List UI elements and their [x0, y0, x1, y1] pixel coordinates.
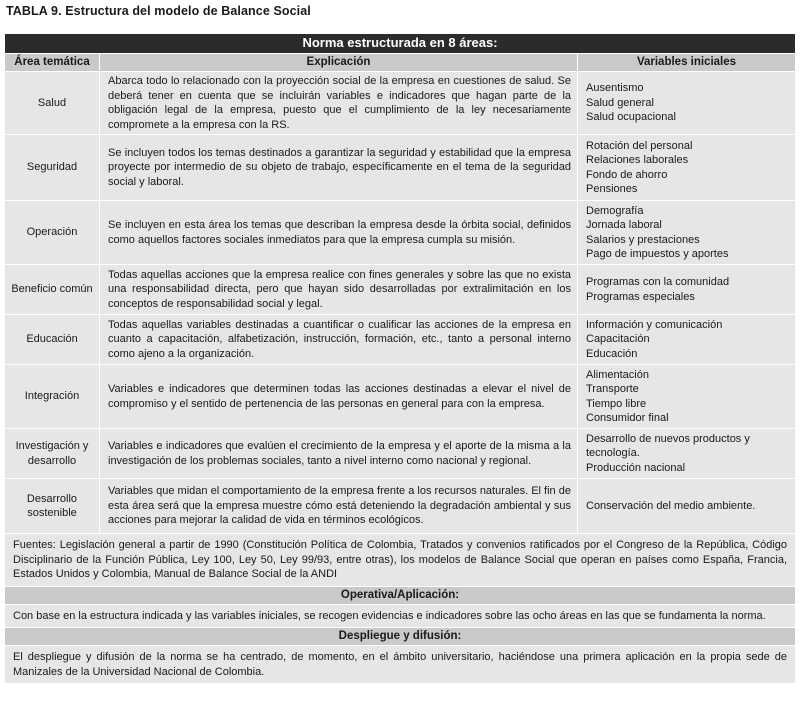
variable-item: Ausentismo [586, 82, 644, 95]
despliegue-title: Despliegue y difusión: [5, 628, 796, 646]
area-cell: Desarrollo sostenible [5, 479, 100, 534]
column-header-variables: Variables iniciales [578, 54, 796, 72]
area-cell: Seguridad [5, 135, 100, 201]
variable-item: Conservación del medio ambiente. [586, 499, 756, 512]
variable-item: Capacitación [586, 333, 650, 346]
area-cell: Integración [5, 365, 100, 429]
table-caption: TABLA 9. Estructura del modelo de Balance Social [6, 4, 311, 18]
explicacion-cell: Variables que midan el comportamiento de la empresa frente a los recursos naturales. El fin de esta área será que la empresa muestre cómo está deteniendo la degradación ambiental y sus acciones para mejorar la calidad de vida en términos ecológicos. [100, 479, 578, 534]
table-row [5, 265, 796, 315]
area-cell: Investigación y desarrollo [5, 429, 100, 479]
variable-item: Programas especiales [586, 290, 695, 303]
variables-cell [578, 265, 796, 315]
variable-item: Fondo de ahorro [586, 168, 668, 181]
explicacion-cell: Se incluyen en esta área los temas que describan la empresa desde la órbita social, definidos como aquellos factores sociales inmediatos para que la empresa cumpla su misión. [100, 201, 578, 265]
operativa-text: Con base en la estructura indicada y las variables iniciales, se recogen evidencias e indicadores sobre las ocho áreas en las que se fundamenta la norma. [5, 604, 796, 628]
variable-item: Alimentación [586, 368, 649, 381]
area-cell: Educación [5, 315, 100, 365]
table-row [5, 72, 796, 135]
variable-item: Demografía [586, 204, 644, 217]
despliegue-text: El despliegue y difusión de la norma se ha centrado, de momento, en el ámbito universitario, haciéndose una primera aplicación en la propia sede de Manizales de la Universidad Nacional de Colombia. [5, 646, 796, 684]
variable-item: Relaciones laborales [586, 154, 689, 166]
area-cell: Salud [5, 72, 100, 135]
fuentes-note: Fuentes: Legislación general a partir de 1990 (Constitución Política de Colombia, Tratados y convenios ratificados por el Congreso de la República, Código Disciplinario de la Función Pública, Ley 100, Ley 50, Ley 99/93, entre otras), los modelos de Balance Social que operan en países como España, Francia, Estados Unidos y Colombia, Manual de Balance Social de la ANDI [5, 534, 796, 587]
variable-item: Rotación del personal [586, 139, 693, 152]
table-row [5, 315, 796, 365]
area-cell: Operación [5, 201, 100, 265]
variable-item: Desarrollo de nuevos productos y tecnología. [586, 432, 750, 460]
explicacion-cell: Se incluyen todos los temas destinados a garantizar la seguridad y estabilidad que la empresa proyecte por intermedio de su objeto de trabajo, específicamente en el tema de la seguridad social y laboral. [100, 135, 578, 201]
variable-item: Pago de impuestos y aportes [586, 248, 729, 260]
variable-item: Información y comunicación [586, 318, 723, 331]
explicacion-cell: Abarca todo lo relacionado con la proyección social de la empresa en cuestiones de salud. Se deberá tener en cuenta que se incluirán variables e indicadores que hagan parte de la obligación legal de la empresa, puesto que el cumplimiento de la ley necesariamente compromete a la empresa con la RS. [100, 72, 578, 135]
variable-item: Programas con la comunidad [586, 276, 730, 288]
variables-cell [578, 365, 796, 429]
variables-cell [578, 135, 796, 201]
column-header-explicacion: Explicación [100, 54, 578, 72]
variable-item: Jornada laboral [586, 219, 662, 231]
variable-item: Salud general [586, 96, 654, 109]
variables-cell [578, 201, 796, 265]
explicacion-cell: Variables e indicadores que determinen todas las acciones destinadas a elevar el nivel de compromiso y el sentido de pertenencia de las personas en general para con la empresa. [100, 365, 578, 429]
table-row [5, 429, 796, 479]
variables-cell [578, 72, 796, 135]
area-cell: Beneficio común [5, 265, 100, 315]
explicacion-cell: Todas aquellas acciones que la empresa realice con fines generales y sobre las que no exista una responsabilidad directa, pero que hayan sido desarrolladas por extralimitación en los conceptos de responsabilidad social y legal. [100, 265, 578, 315]
column-header-area: Área temática [5, 54, 100, 72]
variable-item: Educación [586, 347, 638, 360]
table-row [5, 135, 796, 201]
variables-cell [578, 479, 796, 534]
variable-item: Transporte [586, 383, 639, 395]
table-row [5, 365, 796, 429]
variables-cell [578, 315, 796, 365]
explicacion-cell: Variables e indicadores que evalúen el crecimiento de la empresa y el aporte de la misma a la investigación de los problemas sociales, tanto a nivel interno como nacional y regional. [100, 429, 578, 479]
table-banner: Norma estructurada en 8 áreas: [5, 34, 796, 54]
variable-item: Salud ocupacional [586, 111, 676, 124]
explicacion-cell: Todas aquellas variables destinadas a cuantificar o cualificar las acciones de la empresa en cuanto a capacitación, alfabetización, instrucción, formación, etc., tanto a personal interno como ajeno a la organización. [100, 315, 578, 365]
variable-item: Consumidor final [586, 412, 669, 424]
balance-social-table [4, 33, 795, 684]
operativa-title: Operativa/Aplicación: [5, 586, 796, 604]
table-row [5, 201, 796, 265]
variable-item: Pensiones [586, 183, 638, 195]
variable-item: Tiempo libre [586, 397, 647, 410]
variable-item: Salarios y prestaciones [586, 233, 700, 246]
table-row [5, 479, 796, 534]
variable-item: Producción nacional [586, 461, 686, 474]
variables-cell [578, 429, 796, 479]
